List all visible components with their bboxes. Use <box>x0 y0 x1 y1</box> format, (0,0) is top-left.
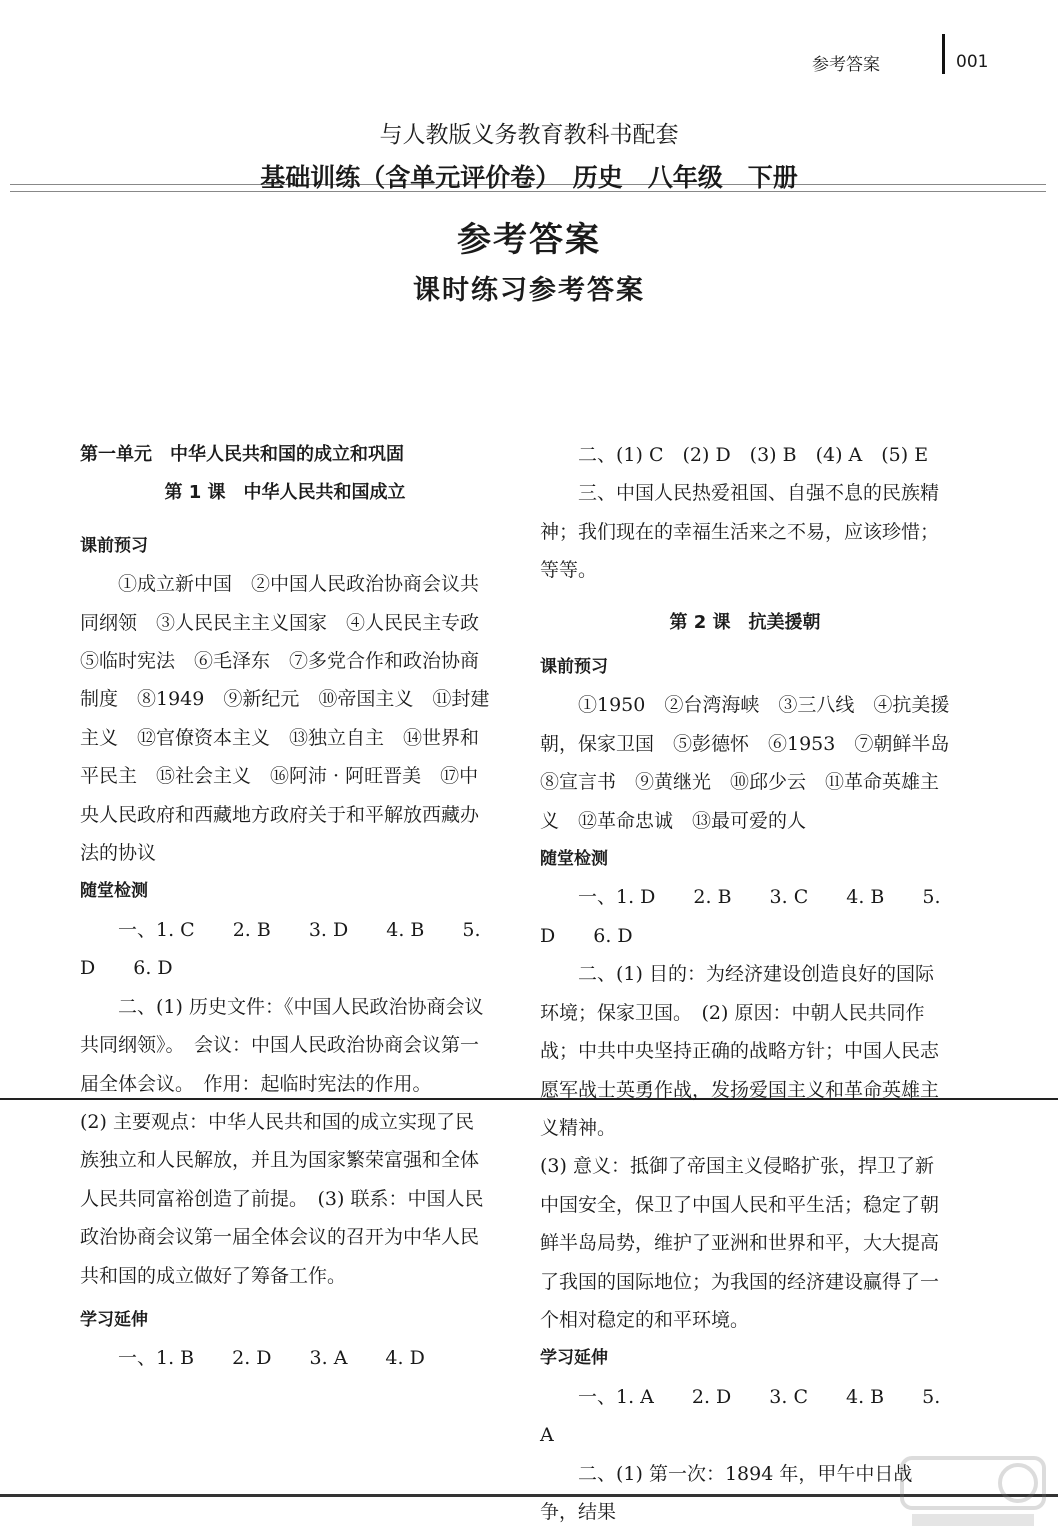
check-mc-answers: 一、1. C 2. B 3. D 4. B 5. D 6. D <box>80 918 481 980</box>
series-line: 与人教版义务教育教科书配套 <box>379 122 679 148</box>
header-divider <box>942 34 945 74</box>
section-heading-check: 随堂检测 <box>80 881 148 902</box>
watermark-logo <box>898 1452 1048 1532</box>
preview-answers: ①成立新中国 ②中国人民政治协商会议共同纲领 ③人民民主主义国家 ④人民民主专政 ⑤临时宪法 ⑥毛泽东 ⑦多党合作和政治协商制度 ⑧1949 ⑨新纪元 ⑩帝国主义 ⑪封建主义 ⑫官僚资本主义 ⑬独立自主 ⑭世界和平民主 ⑮社会主义 ⑯阿沛 · 阿旺晋美 ⑰中央人民政府和西藏地方政府关于和平解放西藏办法的协议 <box>80 573 499 865</box>
extend-mc-answers: 一、1. A 2. D 3. C 4. B 5. A <box>540 1385 941 1447</box>
left-column <box>80 436 499 1378</box>
section-heading-check: 随堂检测 <box>540 849 608 870</box>
sub-title: 课时练习参考答案 <box>413 275 645 306</box>
check-mc-answers: 一、1. D 2. B 3. C 4. B 5. D 6. D <box>540 886 941 947</box>
section-heading-preview: 课前预习 <box>80 535 148 556</box>
extend-q2-answer: 二、(1) 第一次：1894 年，甲午中日战争，结果 <box>540 1462 913 1523</box>
section-heading-preview: 课前预习 <box>540 657 608 678</box>
right-column <box>540 436 969 1531</box>
section-heading-extend: 学习延伸 <box>80 1309 148 1330</box>
preview-answers: ①1950 ②台湾海峡 ③三八线 ④抗美援朝，保家卫国 ⑤彭德怀 ⑥1953 ⑦朝鲜半岛 ⑧宣言书 ⑨黄继光 ⑩邱少云 ⑪革命英雄主义 ⑫革命忠诚 ⑬最可爱的人 <box>540 694 969 832</box>
section-heading-extend: 学习延伸 <box>540 1348 608 1369</box>
check-q2b-answer: (2) 主要观点：中华人民共和国的成立实现了民族独立和人民解放，并且为国家繁荣富强和全体人民共同富裕创造了前提。 (3) 联系：中国人民政治协商会议第一届全体会议的召开为中华人民共和国的成立做好了筹备工作。 <box>80 1110 484 1287</box>
unit-heading: 第一单元 中华人民共和国的成立和巩固 <box>80 444 404 465</box>
main-title: 参考答案 <box>457 220 601 260</box>
running-header-label: 参考答案 <box>812 55 880 75</box>
page-number: 001 <box>956 52 989 72</box>
q3-answer: 三、中国人民热爱祖国、自强不息的民族精神；我们现在的幸福生活来之不易，应该珍惜；等等。 <box>540 482 940 582</box>
extend-mc-answers: 一、1. B 2. D 3. A 4. D <box>118 1347 425 1370</box>
check-q2-answer: 二、(1) 目的：为经济建设创造良好的国际环境；保家卫国。 (2) 原因：中朝人民共同作战；中共中央坚持正确的战略方针；中国人民志愿军战士英勇作战，发扬爱国主义和革命英雄主义精神。 <box>540 963 940 1139</box>
q2-match-answers: 二、(1) C (2) D (3) B (4) A (5) E <box>578 444 929 466</box>
check-q2b-answer: (3) 意义：抵御了帝国主义侵略扩张，捍卫了新中国安全，保卫了中国人民和平生活；稳定了朝鲜半岛局势，维护了亚洲和世界和平，大大提高了我国的国际地位；为我国的经济建设赢得了一个相对稳定的和平环境。 <box>540 1155 940 1331</box>
lesson-1-heading: 第 1 课 中华人民共和国成立 <box>164 482 406 504</box>
check-q2-answer: 二、(1) 历史文件：《中国人民政治协商会议共同纲领》。 会议：中国人民政治协商会议第一届全体会议。 作用：起临时宪法的作用。 <box>80 995 484 1095</box>
book-title: 基础训练（含单元评价卷） 历史 八年级 下册 <box>260 163 798 192</box>
lesson-2-heading: 第 2 课 抗美援朝 <box>669 611 821 633</box>
